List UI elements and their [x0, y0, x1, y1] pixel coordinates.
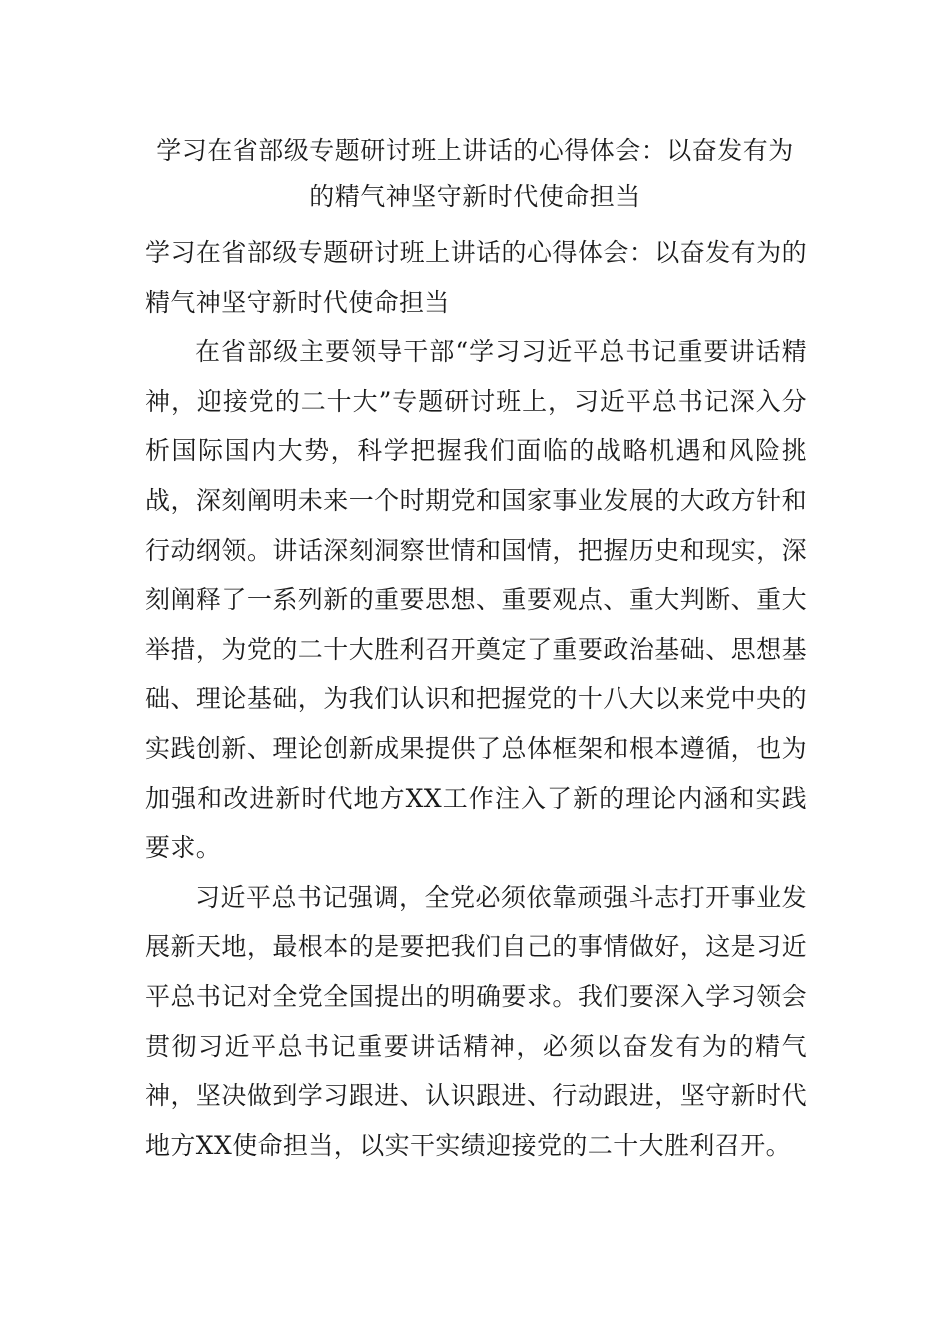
title-line-2: 的精气神坚守新时代使命担当: [309, 182, 641, 211]
title-line-1: 学习在省部级专题研讨班上讲话的心得体会：以奋发有为: [156, 136, 794, 165]
document-body: [145, 228, 807, 1170]
paragraph-2: 习近平总书记强调，全党必须依靠顽强斗志打开事业发展新天地，最根本的是要把我们自己的事情做好，这是习近平总书记对全党全国提出的明确要求。我们要深入学习领会贯彻习近平总书记重要讲话精神，必须以奋发有为的精气神，坚决做到学习跟进、认识跟进、行动跟进，坚守新时代地方XX使命担当，以实干实绩迎接党的二十大胜利召开。: [145, 882, 807, 1160]
paragraph-1: 在省部级主要领导干部“学习习近平总书记重要讲话精神，迎接党的二十大”专题研讨班上，习近平总书记深入分析国际国内大势，科学把握我们面临的战略机遇和风险挑战，深刻阐明未来一个时期党和国家事业发展的大政方针和行动纲领。讲话深刻洞察世情和国情，把握历史和现实，深刻阐释了一系列新的重要思想、重要观点、重大判断、重大举措，为党的二十大胜利召开奠定了重要政治基础、思想基础、理论基础，为我们认识和把握党的十八大以来党中央的实践创新、理论创新成果提供了总体框架和根本遵循，也为加强和改进新时代地方XX工作注入了新的理论内涵和实践要求。: [145, 337, 807, 863]
repeated-title: 学习在省部级专题研讨班上讲话的心得体会：以奋发有为的精气神坚守新时代使命担当: [145, 238, 807, 317]
document-title: [120, 128, 830, 220]
